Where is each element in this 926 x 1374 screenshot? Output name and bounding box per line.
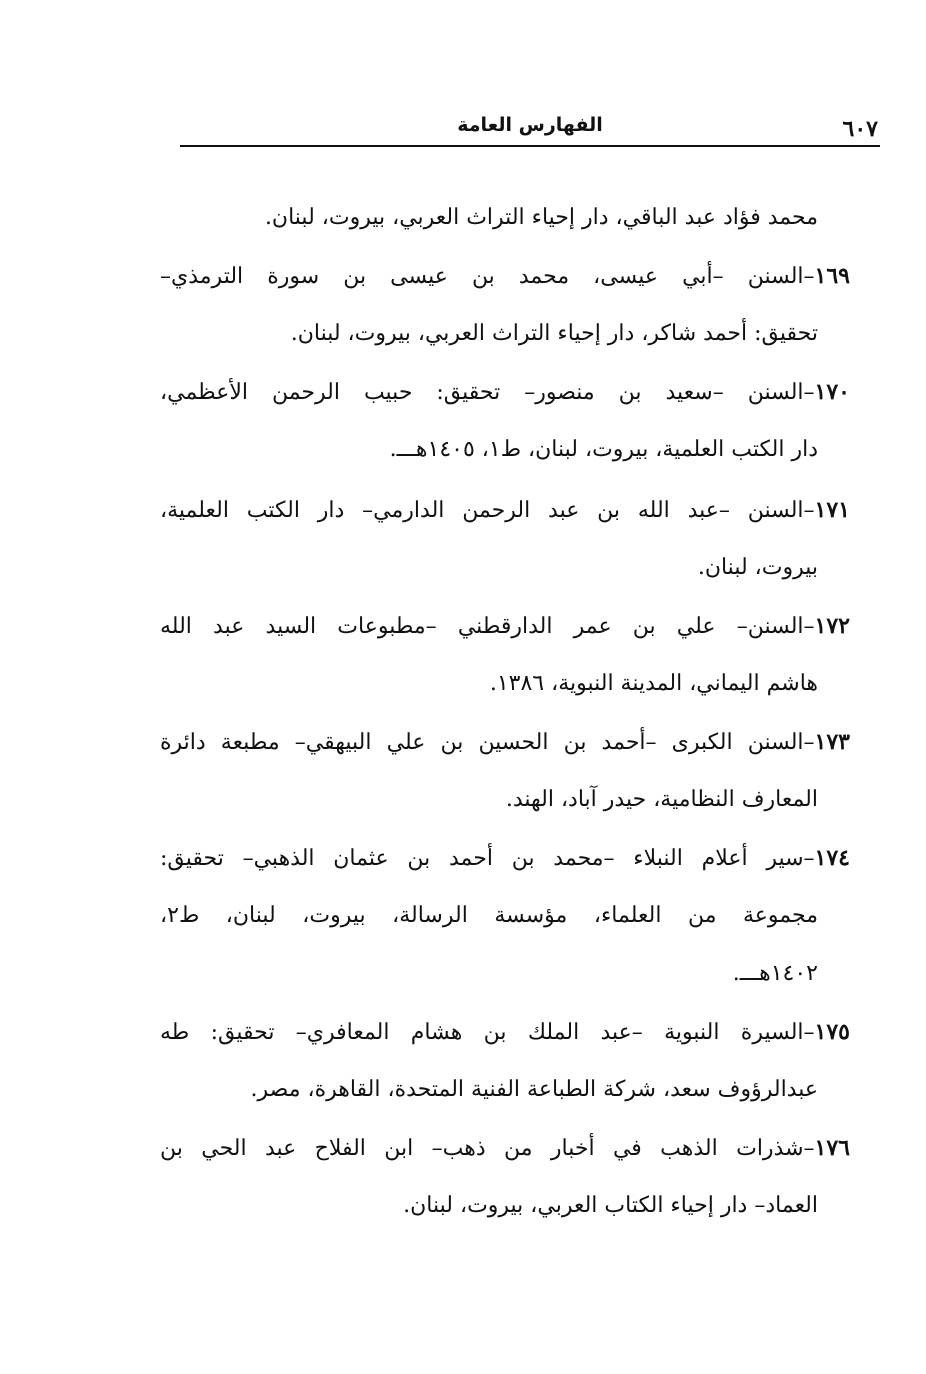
text-line (160, 190, 850, 246)
entry-number: ١٧١ (814, 497, 850, 523)
entry-number: ١٧٥ (814, 1019, 850, 1045)
line-text: هاشم اليماني، المدينة النبوية، ١٣٨٦. (489, 671, 818, 696)
text-line (160, 422, 850, 478)
entry-number: ١٧٢ (814, 613, 850, 639)
line-text: –السنن –سعيد بن منصور– تحقيق: حبيب الرحمن الأعظمي، (160, 380, 815, 405)
line-text: مجموعة من العلماء، مؤسسة الرسالة، بيروت، لبنان، ط٢، (160, 903, 818, 928)
entry-line (160, 1004, 850, 1060)
text-line (160, 946, 850, 1002)
line-text: –سير أعلام النبلاء –محمد بن أحمد بن عثمان الذهبي– تحقيق: (160, 846, 815, 871)
entry-number: ١٧٣ (814, 729, 850, 755)
entry-number: ١٧٠ (814, 379, 850, 405)
entry-line (160, 482, 850, 538)
line-text: العماد– دار إحياء الكتاب العربي، بيروت، لبنان. (403, 1193, 818, 1218)
line-text: –السيرة النبوية –عبد الملك بن هشام المعافري– تحقيق: طه (160, 1020, 815, 1045)
entry-line (160, 1120, 850, 1176)
line-text: دار الكتب العلمية، بيروت، لبنان، ط١، ١٤٠٥هـــ. (389, 437, 818, 462)
text-line (160, 306, 850, 362)
line-text: محمد فؤاد عبد الباقي، دار إحياء التراث العربي، بيروت، لبنان. (264, 205, 818, 230)
text-line (160, 1062, 850, 1118)
entry-number: ١٦٩ (814, 263, 850, 289)
text-line (160, 888, 850, 944)
entry-line (160, 248, 850, 304)
header-divider (180, 145, 880, 147)
line-text: عبدالرؤوف سعد، شركة الطباعة الفنية المتحدة، القاهرة، مصر. (250, 1077, 818, 1102)
line-text: –السنن –أبي عيسى، محمد بن عيسى بن سورة الترمذي– (160, 264, 815, 289)
running-title: الفهارس العامة (457, 114, 603, 136)
line-text: –السنن– علي بن عمر الدارقطني –مطبوعات السيد عبد الله (160, 614, 815, 639)
text-line (160, 1178, 850, 1234)
line-text: –السنن –عبد الله بن عبد الرحمن الدارمي– دار الكتب العلمية، (160, 498, 815, 523)
entry-number: ١٧٤ (814, 845, 850, 871)
line-text: المعارف النظامية، حيدر آباد، الهند. (505, 787, 818, 812)
line-text: بيروت، لبنان. (697, 555, 818, 580)
text-line (160, 540, 850, 596)
entry-line (160, 364, 850, 420)
page-header (180, 100, 880, 152)
line-text: –شذرات الذهب في أخبار من ذهب– ابن الفلاح عبد الحي بن (160, 1136, 815, 1161)
line-text: –السنن الكبرى –أحمد بن الحسين بن علي البيهقي– مطبعة دائرة (160, 730, 815, 755)
page-number: ٦٠٧ (842, 116, 878, 142)
text-line (160, 772, 850, 828)
text-line (160, 656, 850, 712)
line-text: تحقيق: أحمد شاكر، دار إحياء التراث العربي، بيروت، لبنان. (290, 321, 818, 346)
entry-line (160, 714, 850, 770)
entry-number: ١٧٦ (814, 1135, 850, 1161)
line-text: ١٤٠٢هـــ. (732, 961, 818, 986)
entry-line (160, 598, 850, 654)
entry-line (160, 830, 850, 886)
